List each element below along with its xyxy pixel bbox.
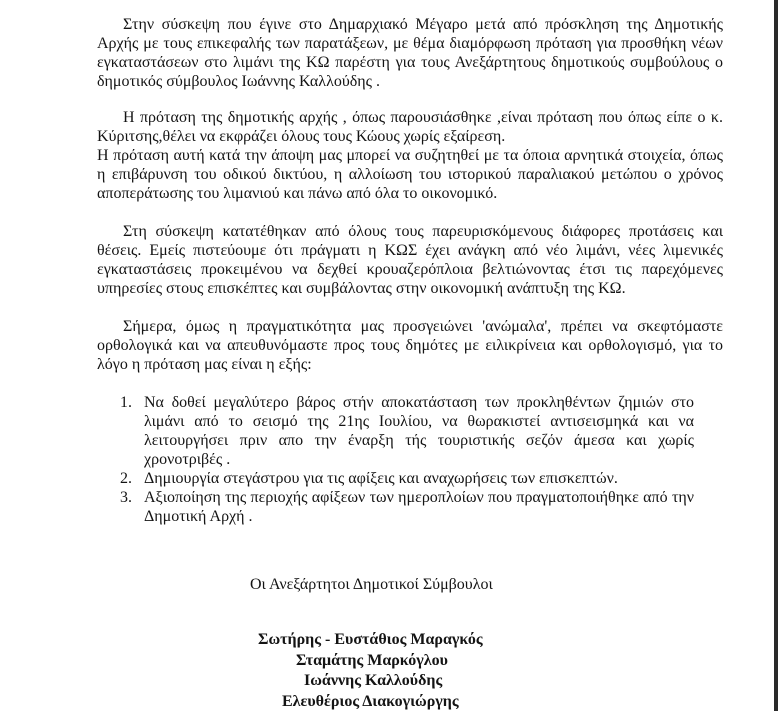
signatory-name: Ελευθέριος Διακογιώργης [282, 693, 459, 710]
paragraph-meeting: Στην σύσκεψη που έγινε στο Δημαρχιακό Μέγαρο μετά από πρόσκληση της Δημοτικής Αρχής με τους επικεφαλής των παρατάξεων, με θέμα διαμόρφωση πρόταση για προσθήκη νέων εγκαταστάσεων στο λιμάνι της ΚΩ παρέστη για τους Ανεξάρτητους δημοτικούς συμβούλους ο δημοτικός σύμβουλος Ιωάννης Καλλούδης . [97, 16, 723, 90]
signatory-name: Ιωάννης Καλλούδης [304, 672, 443, 689]
page-edge [774, 0, 778, 711]
paragraph-submissions: Στη σύσκεψη κατατέθηκαν από όλους τους παρευρισκόμενους διάφορες προτάσεις και θέσεις. Εμείς πιστεύουμε ότι πράγματι η ΚΩΣ έχει ανάγκη από νέο λιμάνι, νέες λιμενικές εγκαταστάσεις προκειμένου να δεχθεί κρουαζερόπλοια βελτιώνοντας έτσι τις παρεχόμενες υπηρεσίες στους επισκέπτες και συμβάλοντας στην οικονομική ανάπτυξη της ΚΩ. [97, 223, 723, 297]
paragraph-opinion: Η πρόταση αυτή κατά την άποψη μας μπορεί να συζητηθεί με τα όποια αρνητικά στοιχεία, όπως η επιβάρυνση του οδικού δικτύου, η αλλοίωση του ιστορικού παραλιακού μετώπου ο χρόνος αποπεράτωσης του λιμανιού και πάνω από όλα το οικονομικό. [97, 147, 723, 202]
paragraph-proposal-block [97, 108, 723, 203]
list-item [120, 488, 694, 526]
proposal-list [120, 393, 694, 526]
signoff-title: Οι Ανεξάρτητοι Δημοτικοί Σύμβουλοι [250, 576, 493, 593]
list-item-number: 2. [120, 470, 132, 487]
list-item [120, 469, 694, 488]
list-item-number: 3. [120, 489, 132, 506]
signatory-name: Σωτήρης - Ευστάθιος Μαραγκός [258, 631, 483, 648]
list-item [120, 393, 694, 469]
list-item-text: Δημιουργία στεγάστρου για τις αφίξεις και αναχωρήσεις των επισκεπτών. [144, 470, 618, 487]
paragraph-today: Σήμερα, όμως η πραγματικότητα μας προσγειώνει 'ανώμαλα', πρέπει να σκεφτόμαστε ορθολογικά και να απευθυνόμαστε προς τους δημότες με ειλικρίνεια και ορθολογισμό, για το λόγο η πρόταση μας είναι η εξής: [97, 318, 723, 373]
list-item-text: Να δοθεί μεγαλύτερο βάρος στήν αποκατάσταση των προκληθέντων ζημιών στο λιμάνι από το σεισμό της 21ης Ιουλίου, να θωρακιστεί αντισεισμηκά και να λειτουργήσει πριν απο την έναρξη τής τουριστικής σεζόν άμεσα και χωρίς χρονοτριβές . [144, 394, 694, 468]
list-item-text: Αξιοποίηση της περιοχής αφίξεων των ημεροπλοίων που πραγματοποιήθηκε από την Δημοτική Αρχή . [144, 489, 694, 525]
list-item-number: 1. [120, 394, 132, 411]
paragraph-proposal: Η πρόταση της δημοτικής αρχής , όπως παρουσιάσθηκε ,είναι πρόταση που όπως είπε ο κ. Κύριτσης,θέλει να εκφράζει όλους τους Κώους χωρίς εξαίρεση. [97, 109, 723, 145]
signatory-name: Σταμάτης Μαρκόγλου [296, 652, 448, 669]
